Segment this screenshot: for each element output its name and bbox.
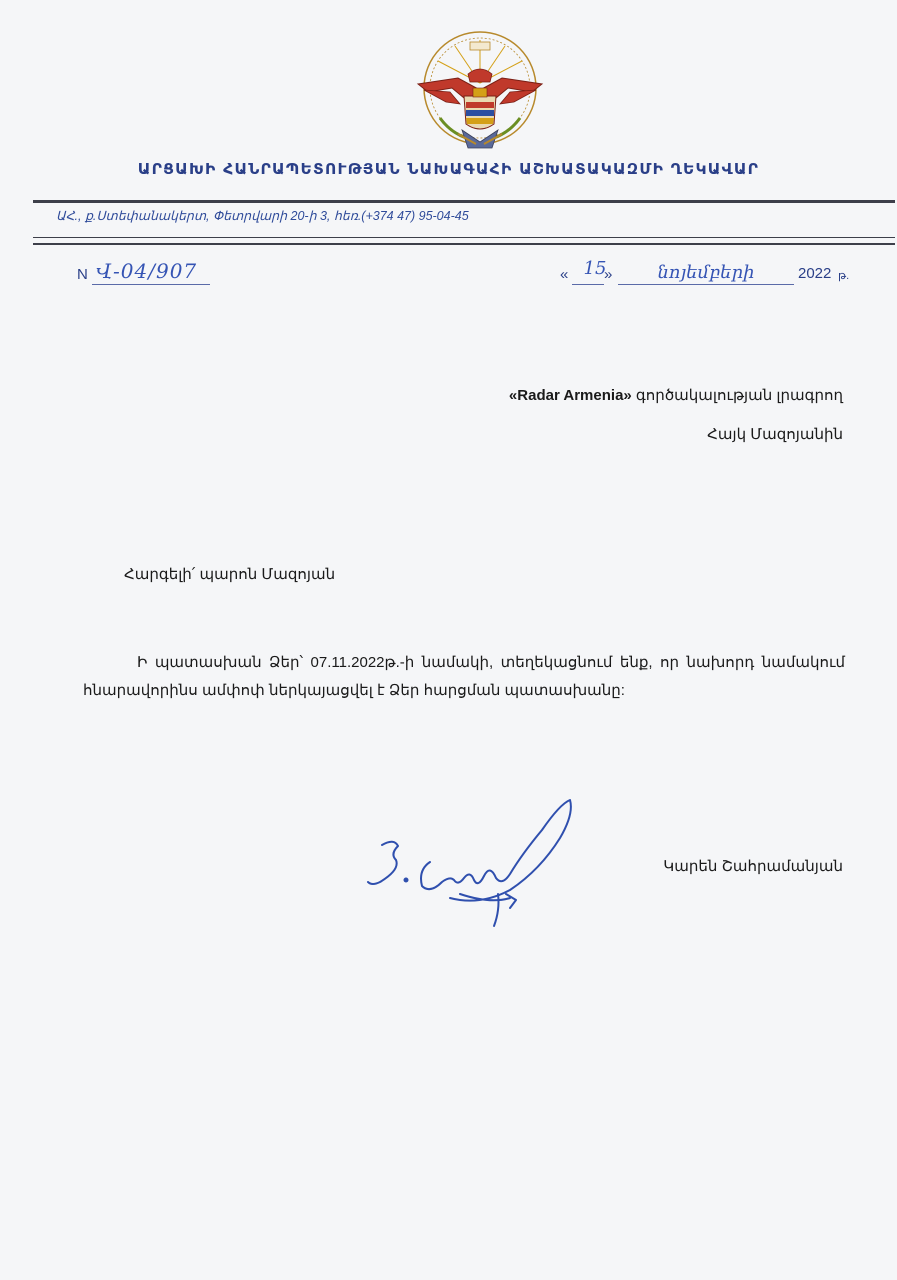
date-year: 2022 xyxy=(798,265,832,282)
date-day-underline xyxy=(572,284,604,285)
reference-underline xyxy=(92,284,210,285)
date-close-quote: » xyxy=(604,266,613,283)
organization-title: ԱՐՑԱԽԻ ՀԱՆՐԱՊԵՏՈՒԹՅԱՆ ՆԱԽԱԳԱՀԻ ԱՇԽԱՏԱԿԱԶՄԻ ՂԵԿԱՎԱՐ xyxy=(137,160,760,178)
header-divider xyxy=(33,200,895,203)
recipient-line-1 xyxy=(509,386,843,404)
recipient-role: գործակալության լրագրող xyxy=(631,387,843,404)
date-day: 15 xyxy=(583,258,607,279)
organization-address: ԱՀ., ք.Ստեփանակերտ, Փետրվարի 20-ի 3, հեռ.(+374 47) 95-04-45 xyxy=(56,209,469,223)
date-suffix: թ. xyxy=(838,270,850,282)
handwritten-signature xyxy=(360,790,590,940)
recipient-agency: «Radar Armenia» xyxy=(508,387,632,404)
date-month: նոյեմբերի xyxy=(657,262,755,283)
recipient-name: Հայկ Մազոյանին xyxy=(707,426,843,443)
salutation: Հարգելի՛ պարոն Մազոյան xyxy=(124,566,336,583)
recipient-block xyxy=(509,386,843,443)
reference-number: Վ-04/907 xyxy=(96,259,198,283)
date-open-quote: « xyxy=(560,266,569,283)
address-divider xyxy=(33,237,895,245)
coat-of-arms-emblem xyxy=(410,28,550,153)
date-month-underline xyxy=(618,284,794,285)
reference-prefix: N xyxy=(77,266,88,283)
letter-body xyxy=(83,649,845,705)
letter-body-text: Ի պատասխան Ձեր՝ 07.11.2022թ.-ի նամակի, տեղեկացնում ենք, որ նախորդ նամակում հնարավորինս ամփոփ ներկայացվել է Ձեր հարցման պատասխանը: xyxy=(83,654,845,699)
signer-name: Կարեն Շահրամանյան xyxy=(663,858,843,875)
